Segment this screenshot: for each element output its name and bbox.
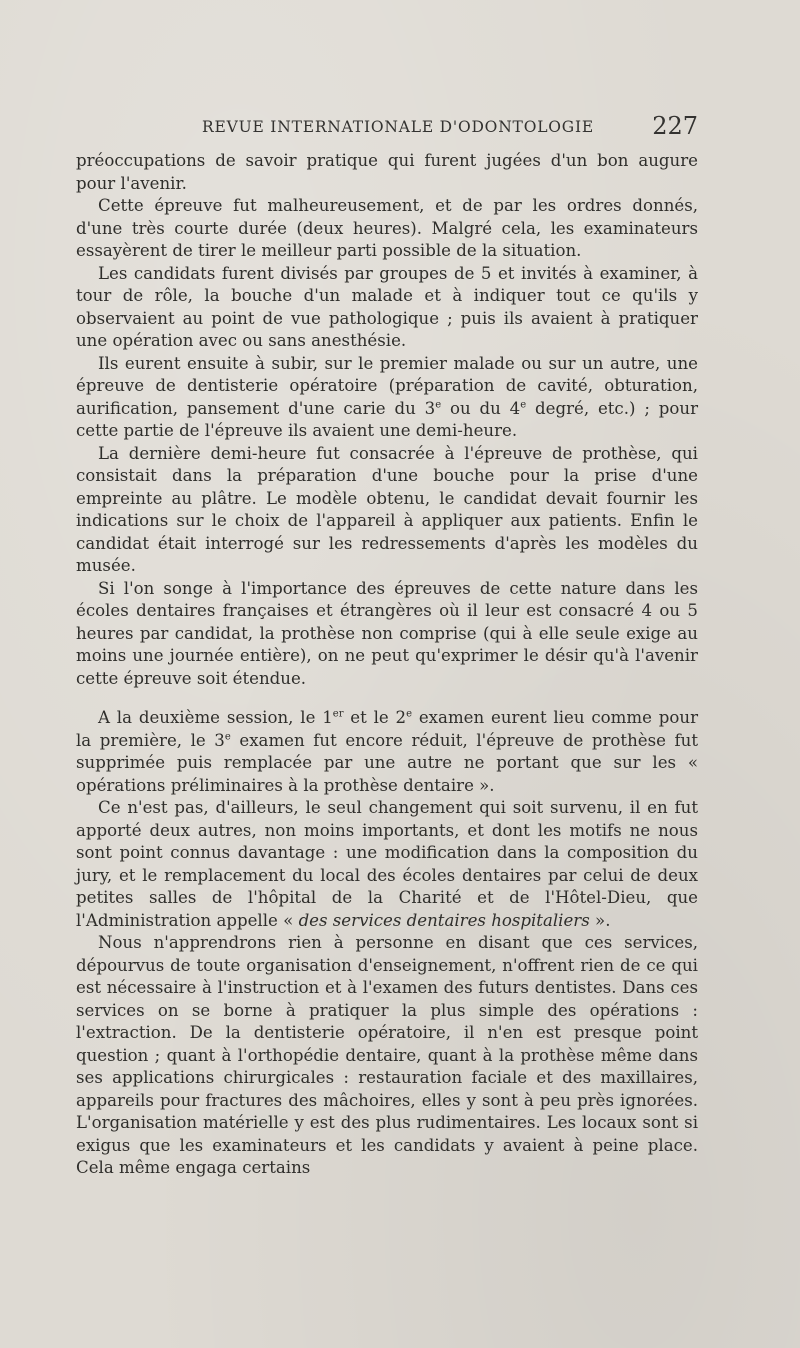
superscript-e: e	[520, 398, 527, 410]
paragraph-7-text-a: A la deuxième session, le 1	[98, 708, 333, 727]
paragraph-8	[76, 797, 698, 932]
paragraph-9: Nous n'apprendrons rien à personne en disant que ces services, dépourvus de toute organisation d'enseignement, n'offrent rien de ce qui est nécessaire à l'instruction et à l'examen des futurs dentistes. Dans ces services on se borne à pratiquer la plus simple des opérations : l'extraction. De la dentisterie opératoire, il n'en est presque point question ; quant à l'orthopédie dentaire, quant à la prothèse même dans ses applications chirurgicales : restauration faciale et des maxillaires, appareils pour fractures des mâchoires, elles y sont à peu près ignorées. L'organisation matérielle y est des plus rudimentaires. Les locaux sont si exigus que les examinateurs et les candidats y avaient à peine place. Cela même engaga certains	[76, 933, 698, 1177]
paragraph-8-tail: ».	[595, 910, 611, 930]
paragraph-1: préoccupations de savoir pratique qui furent jugées d'un bon augure pour l'avenir.	[76, 151, 698, 193]
superscript-e: e	[406, 708, 413, 720]
paragraph-7-text-d: examen fut encore réduit, l'épreuve de prothèse fut supprimée puis remplacée par une autre ne portant que sur les « opérations préliminaires à la prothèse dentaire ».	[76, 730, 698, 795]
document-page	[76, 108, 698, 1180]
superscript-e: e	[224, 730, 231, 742]
running-title: REVUE INTERNATIONALE D'ODONTOLOGIE	[202, 118, 595, 136]
superscript-er: er	[332, 708, 344, 720]
paragraph-7-text-c: examen eurent lieu comme pour la première, le 3	[76, 708, 699, 750]
body-text	[76, 150, 698, 1180]
paragraph-7-text-b: et le 2	[343, 708, 407, 727]
paragraph-4-text-c: degré, etc.) ; pour cette partie de l'épreuve ils avaient une demi-heure.	[76, 398, 699, 440]
paragraph-3: Les candidats furent divisés par groupes de 5 et invités à examiner, à tour de rôle, la bouche d'un malade et à indiquer tout ce qu'ils y observaient au point de vue pathologique ; puis ils avaient à pratiquer une opération avec ou sans anesthésie.	[76, 263, 698, 350]
page-number: 227	[652, 112, 698, 140]
paragraph-4	[76, 353, 698, 443]
paragraph-5: La dernière demi-heure fut consacrée à l'épreuve de prothèse, qui consistait dans la préparation d'une bouche pour la prise d'une empreinte au plâtre. Le modèle obtenu, le candidat devait fournir les indications sur le choix de l'appareil à appliquer aux patients. Enfin le candidat était interrogé sur les redressements d'après les modèles du musée.	[76, 443, 698, 575]
paragraph-8-text: Ce n'est pas, d'ailleurs, le seul changement qui soit survenu, il en fut apporté deux autres, non moins importants, et dont les motifs ne nous sont point connus davantage : une modification dans la composition du jury, et le remplacement du local des écoles dentaires par celui de deux petites salles de l'hôpital de la Charité et de l'Hôtel-Dieu, que l'Administration appelle «	[76, 798, 698, 930]
paragraph-8-italic: des services dentaires hospitaliers	[298, 910, 590, 930]
paragraph-4-text-a: Ils eurent ensuite à subir, sur le premier malade ou sur un autre, une épreuve de dentisterie opératoire (préparation de cavité, obturation, aurification, pansement d'une carie du 3	[76, 353, 698, 418]
paragraph-4-text-b: ou du 4	[441, 398, 521, 418]
superscript-e: e	[435, 398, 442, 410]
paragraph-6: Si l'on songe à l'importance des épreuves de cette nature dans les écoles dentaires françaises et étrangères où il leur est consacré 4 ou 5 heures par candidat, la prothèse non comprise (qui à elle seule exige au moins une journée entière), on ne peut qu'exprimer le désir qu'à l'avenir cette épreuve soit étendue.	[76, 578, 698, 688]
paragraph-7	[76, 707, 698, 797]
paragraph-2: Cette épreuve fut malheureusement, et de par les ordres donnés, d'une très courte durée (deux heures). Malgré cela, les examinateurs essayèrent de tirer le meilleur parti possible de la situation.	[76, 196, 698, 260]
running-header	[76, 108, 698, 142]
